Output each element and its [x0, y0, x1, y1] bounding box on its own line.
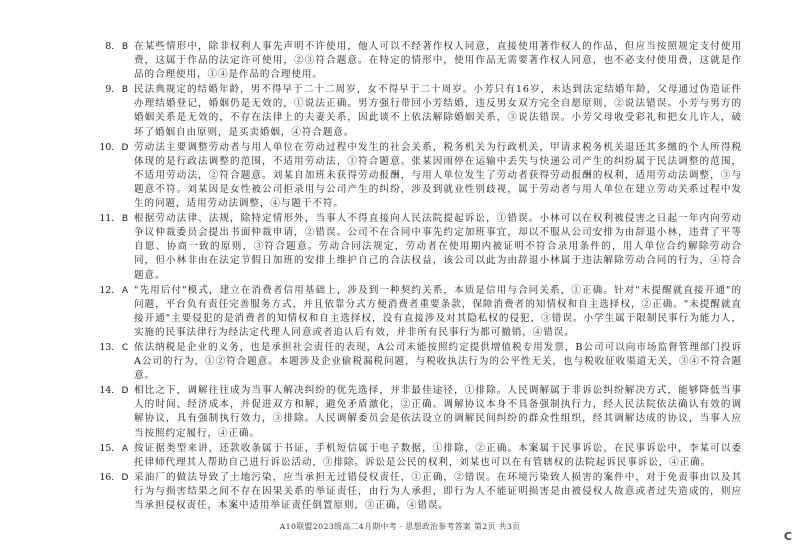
answer-letter: D	[121, 386, 129, 397]
answer-list	[92, 40, 742, 513]
page-footer: A10联盟2023级高二4月期中考 · 思想政治参考答案 第2页 共3页	[279, 522, 521, 531]
explanation-text: 劳动法主要调整劳动者与用人单位在劳动过程中发生的社会关系，税务机关为行政机关，甲请求税务机关退还其多缴的个人所得税体现的是行政法调整的范围，不适用劳动法，①符合题意。张某因雨停在运输中丢失与快递公司产生的纠纷属于民法调整的范围，不适用劳动法，②符合题意。刘某自加班未获得劳动报酬，与用人单位发生了劳动者获得劳动报酬的权利，适用劳动法调整，③与题意不符。刘某因是女性被公司拒录用与公司产生的纠纷，涉及到就业性别歧视，属于劳动者与用人单位在建立劳动关系过程中发生的问题，适用劳动法调整，④与题干不符。	[134, 141, 742, 210]
question-number: 12.	[99, 284, 114, 296]
answer-letter: B	[121, 85, 129, 96]
answer-item	[92, 141, 742, 211]
explanation-text: "先用后付"模式，建立在消费者信用基础上，涉及到一种契约关系，本质是信用与合同关系，①正确。针对"未提醒就直接开通"的问题，平台负有责任完善服务方式，并且依靠分式方便消费者重要条款，保障消费者的知情权和自主选择权，②正确。"未提醒就直接开通"主要侵犯的是消费者的知情权和自主选择权，没有直接涉及对其隐私权的侵犯，③错误。小学生属于限制民事行为能力人，实施的民事法律行为经法定代理人同意或者追认后有效，并非所有民事行为都可撤销，④错误。	[134, 284, 742, 338]
corner-mark: C	[783, 530, 792, 543]
answer-item	[92, 442, 742, 470]
answer-letter: A	[121, 285, 129, 296]
question-number: 16.	[99, 471, 114, 483]
explanation-text: 在某些情形中，除非权利人事先声明不许使用，他人可以不经著作权人同意，直接使用著作权人的作品，但应当按照规定支付使用费，这属于作品的法定许可使用，②③符合题意。在特定的情形中，使用作品无需要著作权人同意，也不必支付使用费，这就是作品的合理使用，①④是作品的合理使用。	[134, 41, 742, 81]
answer-item	[92, 341, 742, 383]
answer-item	[92, 212, 742, 282]
explanation-text: 采油厂的做法导致了土地污染，应当承担无过错侵权责任，①正确，②错误。在环境污染致人损害的案件中，对于免责事由以及其行为与损害结果之间不存在因果关系的举证责任，由行为人承担，即行为人不能证明损害是由被侵权人故意或者过失造成的，则应当承担侵权责任，本案中适用举证责任倒置原则，③正确，④错误。	[134, 471, 742, 511]
answer-item	[92, 384, 742, 440]
answer-letter: B	[121, 42, 129, 52]
explanation-text: 依法纳税是企业的义务，也是承担社会责任的表现，A公司未能按照约定提供增值税专用发票，B公司可以向市场监督管理部门投诉A公司的行为，①②符合题意。本题涉及企业偷税漏税问题，与税收执法行为的公平性无关，也与税收征收渠道无关，③④不符合题意。	[134, 341, 742, 382]
answer-item	[92, 40, 742, 82]
answer-letter: D	[121, 472, 129, 483]
explanation-text: 根据劳动法律、法规，除特定情形外，当事人不得直接向人民法院提起诉讼，①错误。小林可以在权利被侵害之日起一年内向劳动争议仲裁委员会提出书面仲裁申请，②错误。公司不在合同中事先约定加班事宜，却以不服从公司安排为由辞退小林，违背了平等自愿、协商一致的原则，③符合题意。劳动合同法规定，劳动者在使用期内被证明不符合录用条件的，用人单位合约解除劳动合同，但小林非由在法定节假日加班的安排上维护自己的合法权益，该公司以此为由辞退小林属于违法解除劳动合同的行为，④符合题意。	[134, 213, 742, 281]
question-number: 8.	[105, 41, 114, 52]
explanation-text: 相比之下，调解往往成为当事人解决纠纷的优先选择，并非最佳途径，①排除。人民调解属于非诉讼纠纷解决方式，能够降低当事人的时间、经济成本，并促进双方和解，避免矛盾激化，②正确。调解协议本身不具备强制执行力，经人民法院依法确认有效的调解协议，具有强制执行效力，③排除。人民调解委员会是依法设立的调解民间纠纷的群众性组织，经其调解达成的协议，当事人应当按照约定履行，④正确。	[134, 385, 742, 439]
question-number: 9.	[105, 84, 114, 96]
explanation-text: 民法典规定的结婚年龄，男不得早于二十二周岁，女不得早于二十周岁。小芳只有16岁，未达到法定结婚年龄，父母通过伪造证件办理结婚登记，婚姻仍是无效的，①说法正确。男方强行带回小芳结婚，违反男女双方完全自愿原则，②说法错误。小芳与男方的婚姻关系是无效的，不存在法律上的夫妻关系，因此谈不上依法解除婚姻关系，③说法错误。小芳父母收受彩礼和把女儿许人，破坏了婚姻自由原则，是买卖婚姻，④符合题意。	[134, 84, 742, 138]
answer-item	[92, 284, 742, 340]
answer-letter: B	[121, 214, 129, 225]
answer-item	[92, 471, 742, 513]
answer-letter: D	[121, 142, 129, 153]
question-number: 11.	[99, 213, 114, 225]
answer-letter: A	[121, 443, 129, 454]
question-number: 15.	[99, 442, 114, 454]
question-number: 10.	[99, 141, 114, 153]
question-number: 14.	[99, 385, 114, 397]
explanation-text: 按证据类型来讲，还款收条属于书证，手机短信属于电子数据，①排除，②正确。本案属于民事诉讼，在民事诉讼中，李某可以委托律师代理其人帮助自己进行诉讼活动，③排除。诉讼是公民的权利，刘某也可以在有管辖权的法院起诉民事诉讼，④正确。	[134, 442, 742, 468]
answer-item	[92, 83, 742, 139]
answer-letter: C	[121, 342, 129, 353]
question-number: 13.	[99, 341, 114, 353]
